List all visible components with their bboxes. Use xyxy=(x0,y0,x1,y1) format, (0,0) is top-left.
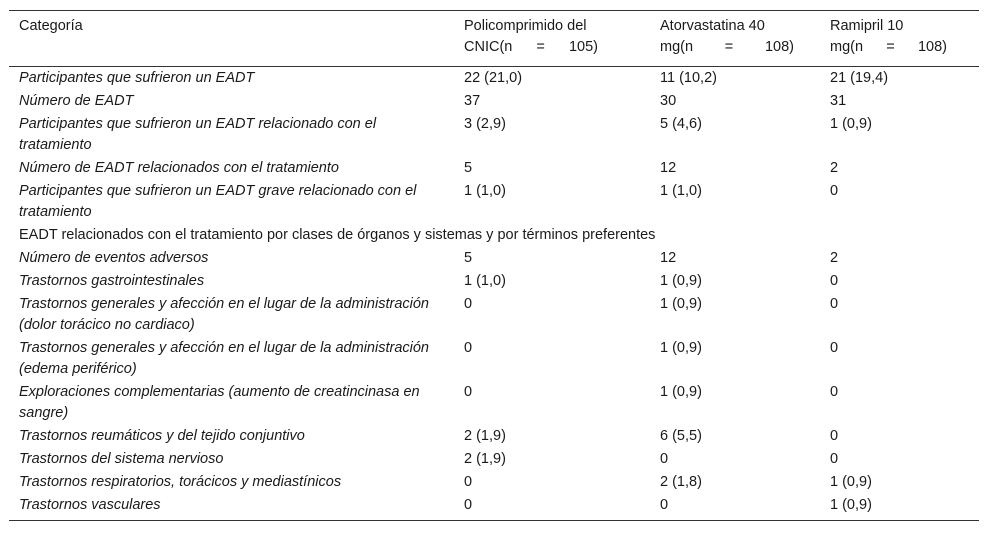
cell-atorvastatin: 12 xyxy=(660,160,677,176)
cell-ramipril: 0 xyxy=(830,296,839,312)
cell-atorvastatin: 5 (4,6) xyxy=(660,116,702,132)
table-row xyxy=(9,67,979,91)
header-atorvastatin-pre: mg(n xyxy=(660,39,694,55)
cell-polypill: 2 (1,9) xyxy=(464,428,506,444)
header-polypill-val: 105) xyxy=(568,39,598,55)
row-label: Trastornos del sistema nervioso xyxy=(19,451,224,467)
cell-atorvastatin: 0 xyxy=(660,497,669,513)
cell-ramipril: 0 xyxy=(830,428,839,444)
cell-polypill: 37 xyxy=(464,93,481,109)
header-atorvastatin-val: 108) xyxy=(764,39,794,55)
cell-ramipril: 21 (19,4) xyxy=(830,70,889,86)
cell-atorvastatin: 1 (0,9) xyxy=(660,384,702,400)
cell-ramipril: 1 (0,9) xyxy=(830,497,872,513)
cell-ramipril: 31 xyxy=(830,93,847,109)
header-polypill xyxy=(454,11,650,67)
header-atorvastatin xyxy=(650,11,820,67)
table-row xyxy=(9,247,979,270)
header-atorvastatin-line1: Atorvastatina 40 xyxy=(660,18,765,34)
cell-polypill: 22 (21,0) xyxy=(464,70,523,86)
table-row xyxy=(9,157,979,180)
cell-ramipril: 0 xyxy=(830,451,839,467)
row-label: Participantes que sufrieron un EADT grave relacionado con el tratamiento xyxy=(19,183,417,220)
header-polypill-line1: Policomprimido del xyxy=(464,18,587,34)
header-polypill-eq: = xyxy=(536,39,545,55)
header-row xyxy=(9,11,979,67)
cell-atorvastatin: 30 xyxy=(660,93,677,109)
header-polypill-pre: CNIC(n xyxy=(464,39,513,55)
header-polypill-n xyxy=(464,37,598,58)
cell-atorvastatin: 1 (0,9) xyxy=(660,273,702,289)
cell-ramipril: 0 xyxy=(830,273,839,289)
cell-atorvastatin: 11 (10,2) xyxy=(660,70,717,86)
table-row xyxy=(9,337,979,381)
header-atorvastatin-n xyxy=(660,37,794,58)
cell-polypill: 0 xyxy=(464,384,473,400)
cell-polypill: 0 xyxy=(464,340,473,356)
adverse-events-table xyxy=(9,10,979,521)
cell-ramipril: 2 xyxy=(830,250,839,266)
row-label: Participantes que sufrieron un EADT relacionado con el tratamiento xyxy=(19,116,377,153)
cell-polypill: 1 (1,0) xyxy=(464,273,506,289)
table-row xyxy=(9,494,979,521)
row-label: Trastornos generales y afección en el lugar de la administración (edema periférico) xyxy=(19,340,429,377)
header-ramipril-pre: mg(n xyxy=(830,39,864,55)
cell-atorvastatin: 12 xyxy=(660,250,677,266)
cell-ramipril: 2 xyxy=(830,160,839,176)
table-row xyxy=(9,270,979,293)
row-label: Trastornos gastrointestinales xyxy=(19,273,205,289)
cell-polypill: 5 xyxy=(464,160,473,176)
row-label: Trastornos respiratorios, torácicos y mediastínicos xyxy=(19,474,342,490)
table-row xyxy=(9,90,979,113)
header-ramipril-line1: Ramipril 10 xyxy=(830,18,904,34)
cell-polypill: 1 (1,0) xyxy=(464,183,506,199)
cell-polypill: 0 xyxy=(464,296,473,312)
cell-atorvastatin: 6 (5,5) xyxy=(660,428,702,444)
cell-polypill: 2 (1,9) xyxy=(464,451,506,467)
header-ramipril-eq: = xyxy=(886,39,895,55)
section-heading: EADT relacionados con el tratamiento por clases de órganos y sistemas y por términos preferentes xyxy=(19,227,656,243)
table-container xyxy=(9,10,979,521)
table-row xyxy=(9,425,979,448)
header-ramipril-val: 108) xyxy=(917,39,947,55)
cell-polypill: 5 xyxy=(464,250,473,266)
header-ramipril xyxy=(820,11,979,67)
row-label: Trastornos vasculares xyxy=(19,497,161,513)
cell-ramipril: 0 xyxy=(830,340,839,356)
row-label: Número de EADT xyxy=(19,93,134,109)
cell-ramipril: 0 xyxy=(830,183,839,199)
section-row xyxy=(9,224,979,247)
cell-atorvastatin: 0 xyxy=(660,451,669,467)
cell-atorvastatin: 2 (1,8) xyxy=(660,474,702,490)
table-row xyxy=(9,293,979,337)
table-row xyxy=(9,471,979,494)
header-category: Categoría xyxy=(9,11,454,67)
cell-atorvastatin: 1 (0,9) xyxy=(660,296,702,312)
row-label: Número de EADT relacionados con el tratamiento xyxy=(19,160,339,176)
table-row xyxy=(9,381,979,425)
row-label: Trastornos generales y afección en el lugar de la administración (dolor torácico no cardiaco) xyxy=(19,296,429,333)
cell-atorvastatin: 1 (0,9) xyxy=(660,340,702,356)
cell-ramipril: 0 xyxy=(830,384,839,400)
row-label: Participantes que sufrieron un EADT xyxy=(19,70,255,86)
header-ramipril-n xyxy=(830,37,947,58)
row-label: Trastornos reumáticos y del tejido conjuntivo xyxy=(19,428,305,444)
header-atorvastatin-eq: = xyxy=(724,39,734,55)
table-row xyxy=(9,448,979,471)
cell-polypill: 0 xyxy=(464,474,473,490)
cell-ramipril: 1 (0,9) xyxy=(830,474,872,490)
row-label: Exploraciones complementarias (aumento de creatincinasa en sangre) xyxy=(19,384,420,421)
cell-ramipril: 1 (0,9) xyxy=(830,116,872,132)
row-label: Número de eventos adversos xyxy=(19,250,209,266)
cell-polypill: 3 (2,9) xyxy=(464,116,506,132)
cell-atorvastatin: 1 (1,0) xyxy=(660,183,702,199)
table-row xyxy=(9,113,979,157)
table-row xyxy=(9,180,979,224)
cell-polypill: 0 xyxy=(464,497,473,513)
